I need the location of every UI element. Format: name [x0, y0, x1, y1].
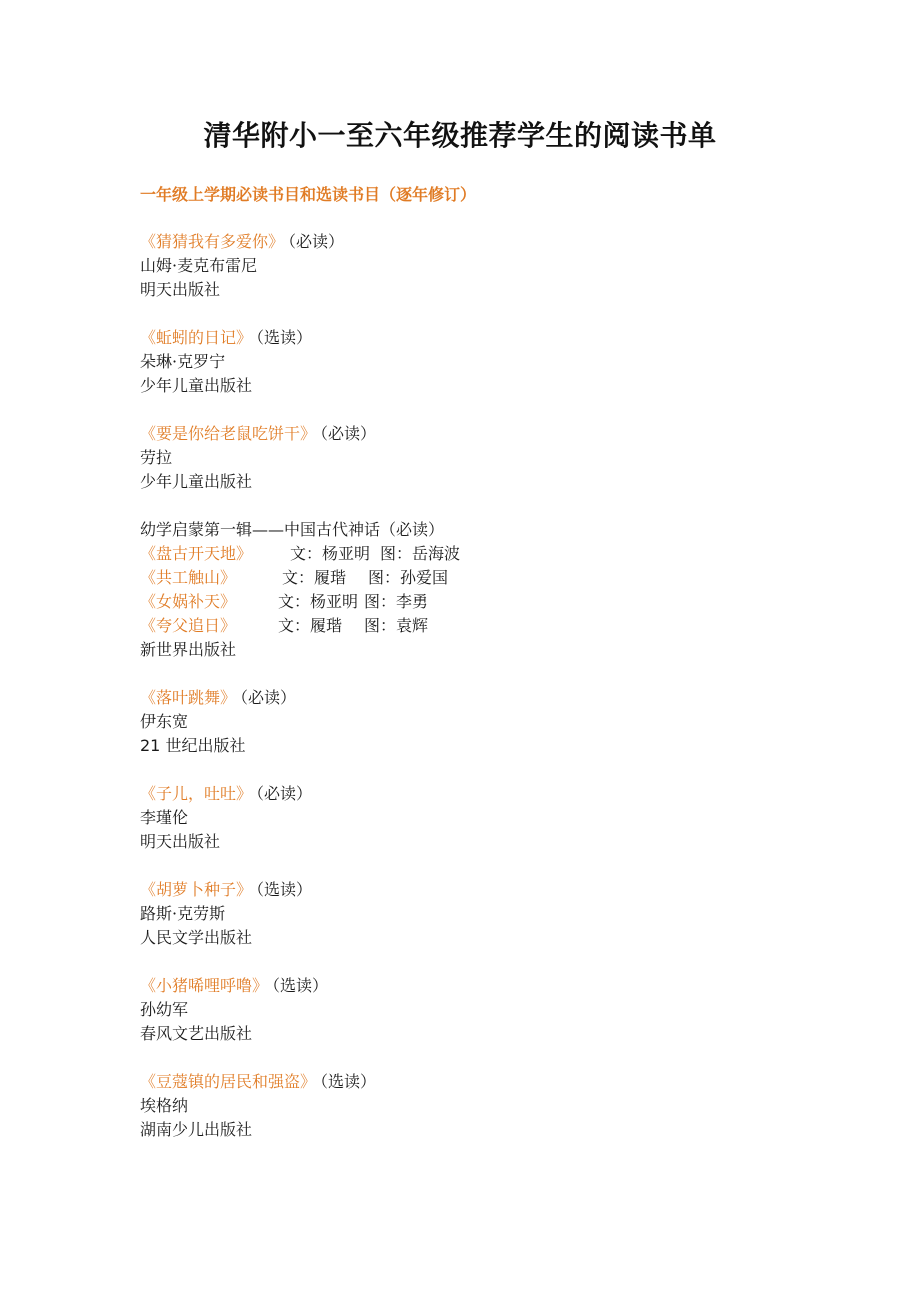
image-label: 图： [380, 544, 413, 563]
book-publisher: 湖南少儿出版社 [140, 1120, 253, 1139]
book-title: 《豆蔻镇的居民和强盗》 [140, 1072, 317, 1091]
book-title: 《女娲补天》 [140, 592, 237, 611]
image-label: 图： [368, 568, 401, 587]
book-author: 埃格纳 [140, 1096, 189, 1115]
book-title: 《小猪唏哩呼噜》 [140, 976, 269, 995]
illustrator-name: 李勇 [396, 592, 429, 611]
book-entry [140, 686, 780, 758]
book-publisher: 春风文艺出版社 [140, 1024, 253, 1043]
series-item [140, 590, 780, 614]
writer-name: 杨亚明 [322, 544, 371, 563]
writer-name: 履瑎 [310, 616, 343, 635]
reading-tag: （选读） [320, 1072, 377, 1091]
series-item [140, 614, 780, 638]
book-title: 《要是你给老鼠吃饼干》 [140, 424, 317, 443]
illustrator-name: 孙爱国 [400, 568, 449, 587]
book-title: 《共工触山》 [140, 568, 237, 587]
book-entry [140, 878, 780, 950]
book-title: 《子儿，吐吐》 [140, 784, 253, 803]
book-entry [140, 1070, 780, 1142]
page-title: 清华附小一至六年级推荐学生的阅读书单 [203, 119, 717, 152]
image-label: 图： [364, 592, 397, 611]
book-entry [140, 974, 780, 1046]
text-label: 文： [278, 592, 311, 611]
publisher-number: 21 [140, 736, 161, 755]
image-label: 图： [364, 616, 397, 635]
book-author: 路斯·克劳斯 [140, 904, 226, 923]
book-title: 《胡萝卜种子》 [140, 880, 253, 899]
reading-tag: （选读） [256, 880, 313, 899]
book-publisher: 明天出版社 [140, 832, 221, 851]
book-title: 《蚯蚓的日记》 [140, 328, 253, 347]
book-publisher: 人民文学出版社 [140, 928, 253, 947]
publisher-name: 世纪出版社 [165, 736, 246, 755]
illustrator-name: 岳海波 [412, 544, 461, 563]
book-publisher: 少年儿童出版社 [140, 472, 253, 491]
series-item [140, 566, 780, 590]
book-title: 《猜猜我有多爱你》 [140, 232, 285, 251]
writer-name: 杨亚明 [310, 592, 359, 611]
section-heading: 一年级上学期必读书目和选读书目（逐年修订） [140, 185, 477, 204]
book-author: 孙幼军 [140, 1000, 189, 1019]
reading-tag: （必读） [240, 688, 297, 707]
book-publisher: 少年儿童出版社 [140, 376, 253, 395]
reading-tag: （必读） [320, 424, 377, 443]
text-label: 文： [282, 568, 315, 587]
book-publisher: 明天出版社 [140, 280, 221, 299]
book-title: 《盘古开天地》 [140, 544, 253, 563]
book-author: 朵琳·克罗宁 [140, 352, 226, 371]
reading-tag: （必读） [256, 784, 313, 803]
book-entry [140, 422, 780, 494]
book-author: 李瑾伦 [140, 808, 189, 827]
book-entry [140, 782, 780, 854]
book-publisher [140, 734, 780, 758]
series-heading: 幼学启蒙第一辑——中国古代神话（必读） [140, 520, 445, 539]
text-label: 文： [278, 616, 311, 635]
series-entry [140, 518, 780, 662]
book-author: 伊东宽 [140, 712, 189, 731]
series-publisher: 新世界出版社 [140, 640, 237, 659]
book-entry [140, 326, 780, 398]
book-author: 劳拉 [140, 448, 173, 467]
book-list [140, 230, 780, 1166]
reading-tag: （必读） [288, 232, 345, 251]
book-title: 《夸父追日》 [140, 616, 237, 635]
book-author: 山姆·麦克布雷尼 [140, 256, 258, 275]
book-entry [140, 230, 780, 302]
writer-name: 履瑎 [314, 568, 347, 587]
reading-tag: （选读） [272, 976, 329, 995]
reading-tag: （选读） [256, 328, 313, 347]
series-item [140, 542, 780, 566]
text-label: 文： [290, 544, 323, 563]
book-title: 《落叶跳舞》 [140, 688, 237, 707]
illustrator-name: 袁辉 [396, 616, 429, 635]
